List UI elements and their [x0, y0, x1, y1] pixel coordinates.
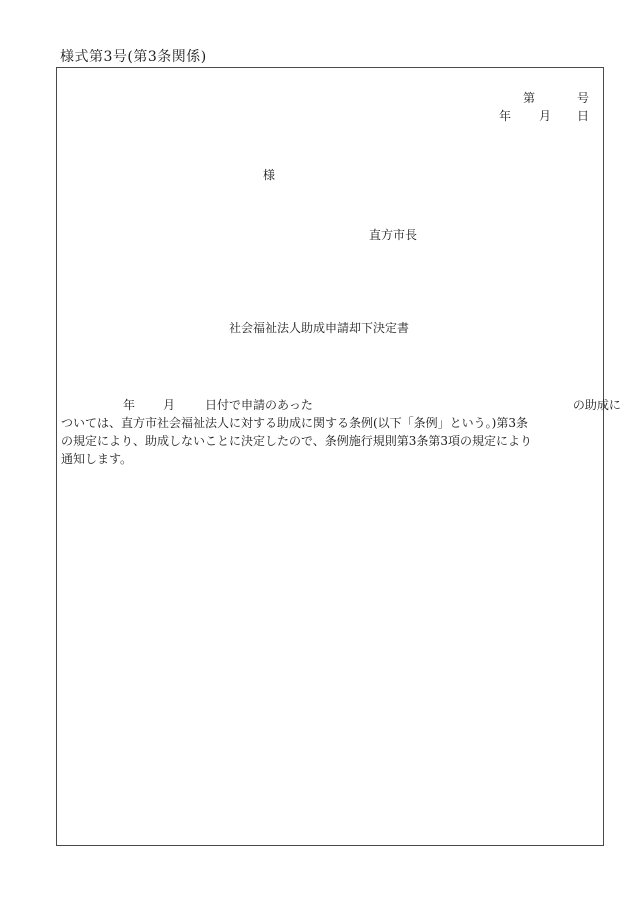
issuer-name: 直方市長: [369, 228, 418, 242]
addressee-suffix: 様: [263, 168, 276, 182]
body-day-text: 日付で申請のあった: [205, 398, 313, 412]
form-number: 様式第3号(第3条関係): [60, 49, 207, 65]
doc-number-go: 号: [577, 91, 590, 105]
date-day: 日: [577, 109, 590, 123]
body-line-4: 通知します。: [61, 452, 133, 466]
body-month: 月: [163, 398, 176, 412]
date-month: 月: [539, 109, 552, 123]
body-line-1-end: の助成に: [572, 398, 621, 412]
document-frame: [56, 67, 621, 846]
body-line-1: [61, 396, 621, 414]
body-line-2: ついては、直方市社会福祉法人に対する助成に関する条例(以下「条例」という。)第3条: [61, 416, 529, 430]
document-title: 社会福祉法人助成申請却下決定書: [229, 321, 410, 335]
body-text: [61, 396, 621, 468]
doc-number-dai: 第: [523, 91, 536, 105]
date-year: 年: [499, 109, 512, 123]
body-year: 年: [123, 398, 136, 412]
body-line-3: の規定により、助成しないことに決定したので、条例施行規則第3条第3項の規定により: [61, 434, 533, 448]
